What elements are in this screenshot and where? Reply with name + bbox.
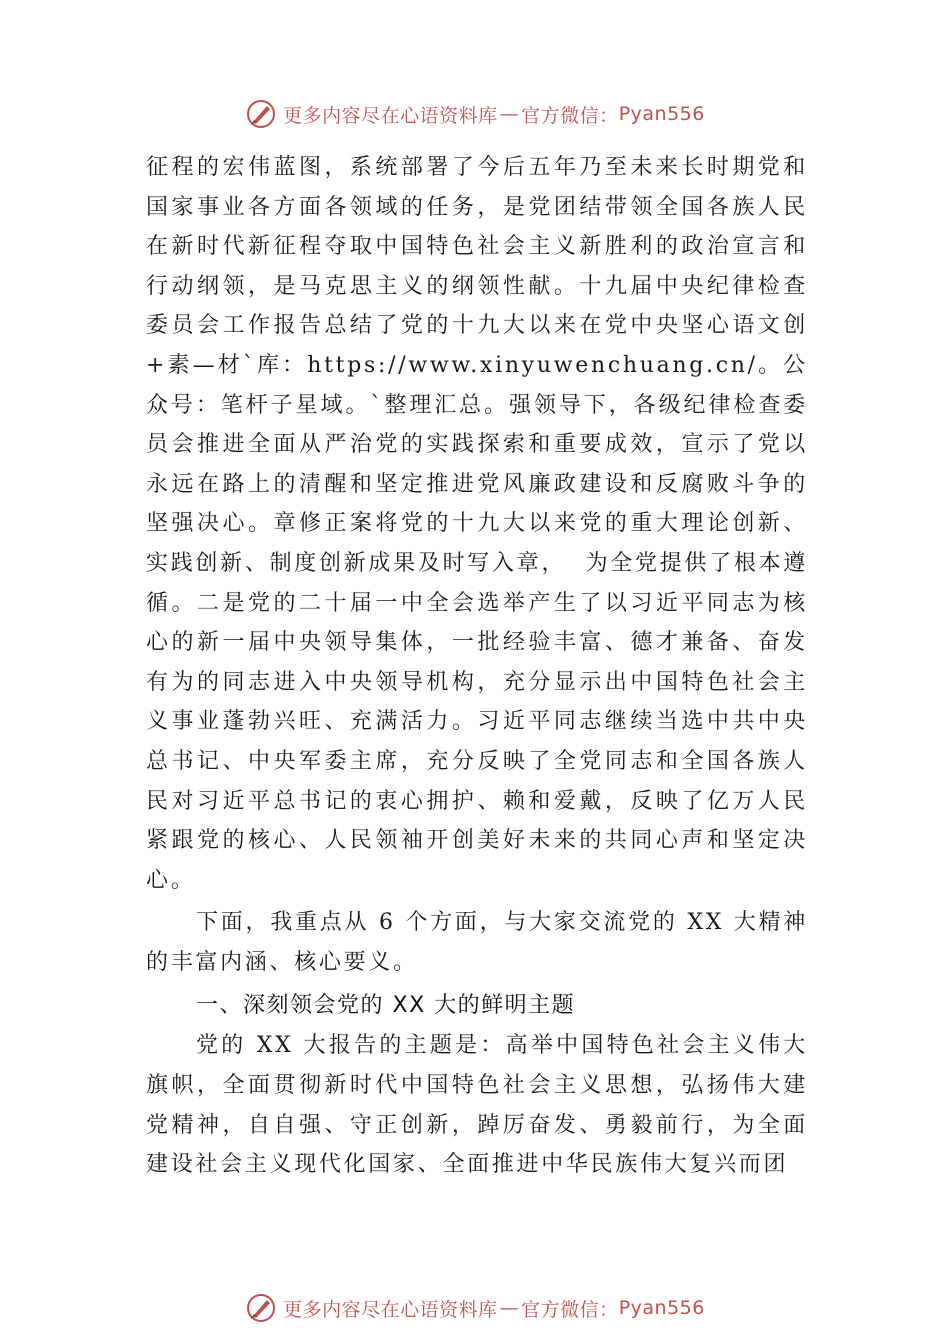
header-banner: [0, 94, 950, 134]
quill-pen-logo-icon: [245, 1292, 277, 1324]
footer-banner-wechat-id: Pyan556: [618, 1297, 705, 1319]
banner-title: 更多内容尽在心语资料库: [283, 104, 498, 127]
banner-wechat-label: 官方微信：: [521, 104, 619, 127]
footer-banner-wechat-label: 官方微信：: [521, 1298, 619, 1321]
banner-wechat-id: Pyan556: [618, 103, 705, 125]
footer-banner-title: 更多内容尽在心语资料库: [283, 1298, 498, 1321]
section-heading-1: 一、深刻领会党的 XX 大的鲜明主题: [196, 993, 576, 1019]
body-paragraph-2: 下面，我重点从 6 个方面，与大家交流党的 XX 大精神的丰富内涵、核心要义。: [146, 910, 808, 975]
footer-banner: [0, 1288, 950, 1328]
body-paragraph-1: 征程的宏伟蓝图，系统部署了今后五年乃至未来长时期党和国家事业各方面各领域的任务，是党团结带领全国各族人民在新时代新征程夺取中国特色社会主义新胜利的政治宣言和行动纲领，是马克思主义的纲领性献。十九届中央纪律检查委员会工作报告总结了党的十九大以来在党中央坚心语文创+素—材`库：https://www.xinyuwenchuang.cn/。公众号：笔杆子星域。`整理汇总。强领导下，各级纪律检查委员会推进全面从严治党的实践探索和重要成效，宣示了党以永远在路上的清醒和坚定推进党风廉政建设和反腐败斗争的坚强决心。章修正案将党的十九大以来党的重大理论创新、实践创新、制度创新成果及时写入章， 为全党提供了根本遵循。二是党的二十届一中全会选举产生了以习近平同志为核心的新一届中央领导集体，一批经验丰富、德才兼备、奋发有为的同志进入中央领导机构，充分显示出中国特色社会主义事业蓬勃兴旺、充满活力。习近平同志继续当选中共中央总书记、中央军委主席，充分反映了全党同志和全国各族人民对习近平总书记的衷心拥护、赖和爱戴，反映了亿万人民紧跟党的核心、人民领袖开创美好未来的共同心声和坚定决心。: [146, 155, 808, 893]
banner-dash: —: [499, 103, 520, 125]
body-paragraph-3: 党的 XX 大报告的主题是：高举中国特色社会主义伟大旗帜，全面贯彻新时代中国特色社会主义思想，弘扬伟大建党精神，自自强、守正创新，踔厉奋发、勇毅前行，为全面建设社会主义现代化国家、全面推进中华民族伟大复兴而团: [146, 1033, 808, 1178]
quill-pen-logo-icon: [245, 98, 277, 130]
footer-banner-dash: —: [499, 1297, 520, 1319]
document-body: [146, 148, 808, 1185]
